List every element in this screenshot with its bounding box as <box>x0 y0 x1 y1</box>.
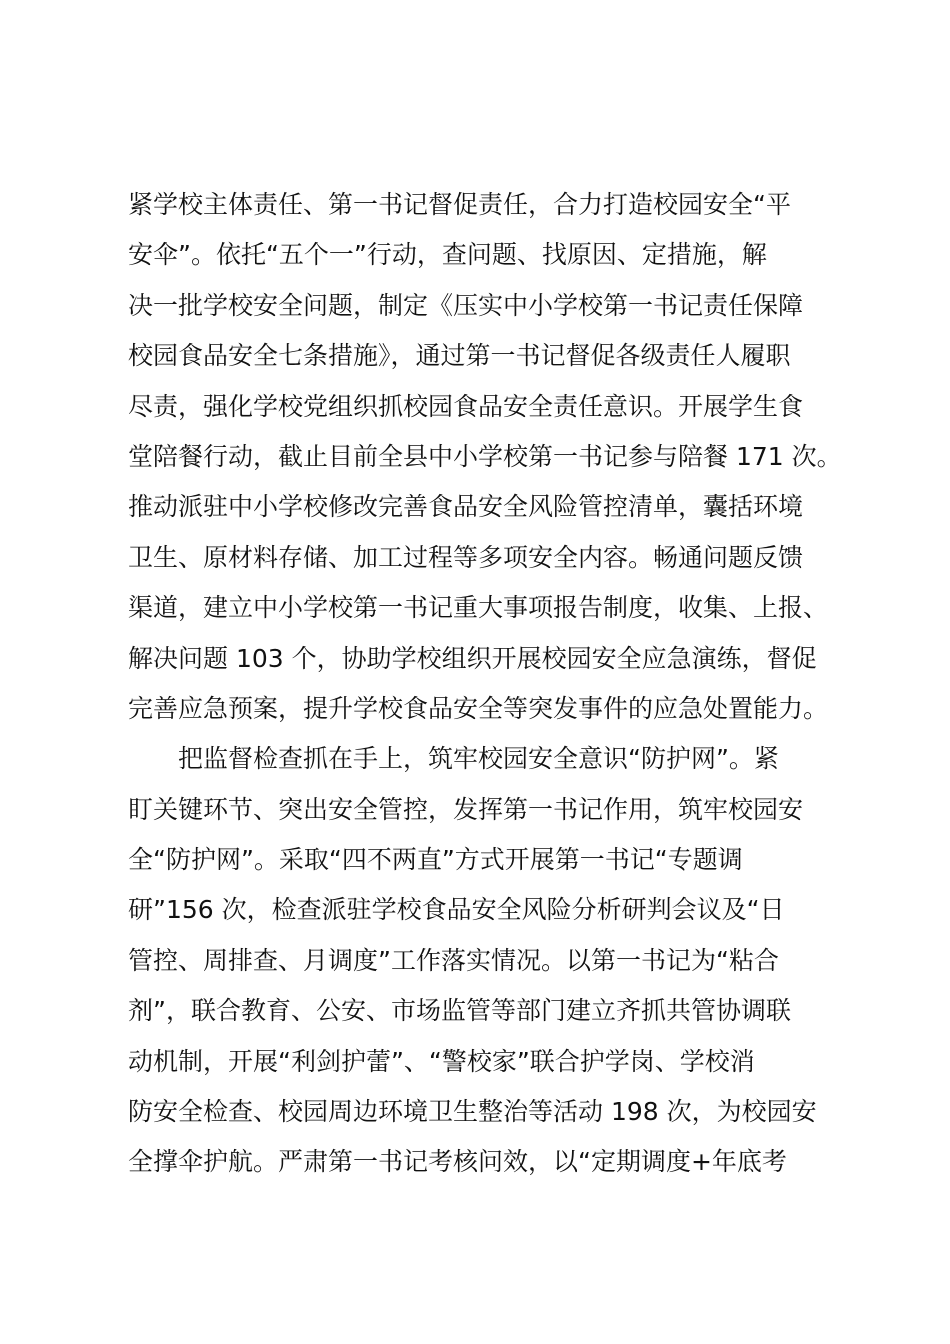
text-line: 安伞”。依托“五个一”行动，查问题、找原因、定措施，解 <box>128 240 767 270</box>
text-line: 全撑伞护航。严肃第一书记考核问效，以“定期调度+年底考 <box>128 1147 787 1177</box>
text-line: 紧学校主体责任、第一书记督促责任，合力打造校园安全“平 <box>128 190 791 219</box>
text-line: 解决问题 103 个，协助学校组织开展校园安全应急演练，督促 <box>128 643 817 673</box>
text-line: 尽责，强化学校党组织抓校园食品安全责任意识。开展学生食 <box>128 391 804 421</box>
text-line: 渠道，建立中小学校第一书记重大事项报告制度，收集、上报、 <box>128 593 829 623</box>
text-line: 推动派驻中小学校修改完善食品安全风险管控清单，囊括环境 <box>128 492 804 522</box>
text-line: 决一批学校安全问题，制定《压实中小学校第一书记责任保障 <box>128 290 804 320</box>
text-line: 盯关键环节、突出安全管控，发挥第一书记作用，筑牢校园安 <box>128 794 804 824</box>
text-line: 动机制，开展“利剑护蕾”、“警校家”联合护学岗、学校消 <box>128 1046 755 1076</box>
text-line: 卫生、原材料存储、加工过程等多项安全内容。畅通问题反馈 <box>128 542 804 572</box>
text-line: 完善应急预案，提升学校食品安全等突发事件的应急处置能力。 <box>128 693 829 723</box>
text-line: 管控、周排查、月调度”工作落实情况。以第一书记为“粘合 <box>128 945 779 975</box>
paragraph-first-line: 把监督检查抓在手上，筑牢校园安全意识“防护网”。紧 <box>178 744 779 774</box>
body-text <box>128 180 858 1188</box>
text-line: 全“防护网”。采取“四不两直”方式开展第一书记“专题调 <box>128 845 743 875</box>
text-line: 剂”，联合教育、公安、市场监管等部门建立齐抓共管协调联 <box>128 996 791 1026</box>
text-line: 研”156 次，检查派驻学校食品安全风险分析研判会议及“日 <box>128 895 785 925</box>
text-line: 防安全检查、校园周边环境卫生整治等活动 198 次，为校园安 <box>128 1097 817 1127</box>
text-line: 校园食品安全七条措施》，通过第一书记督促各级责任人履职 <box>128 341 791 371</box>
text-line: 堂陪餐行动，截止目前全县中小学校第一书记参与陪餐 171 次。 <box>128 441 842 471</box>
